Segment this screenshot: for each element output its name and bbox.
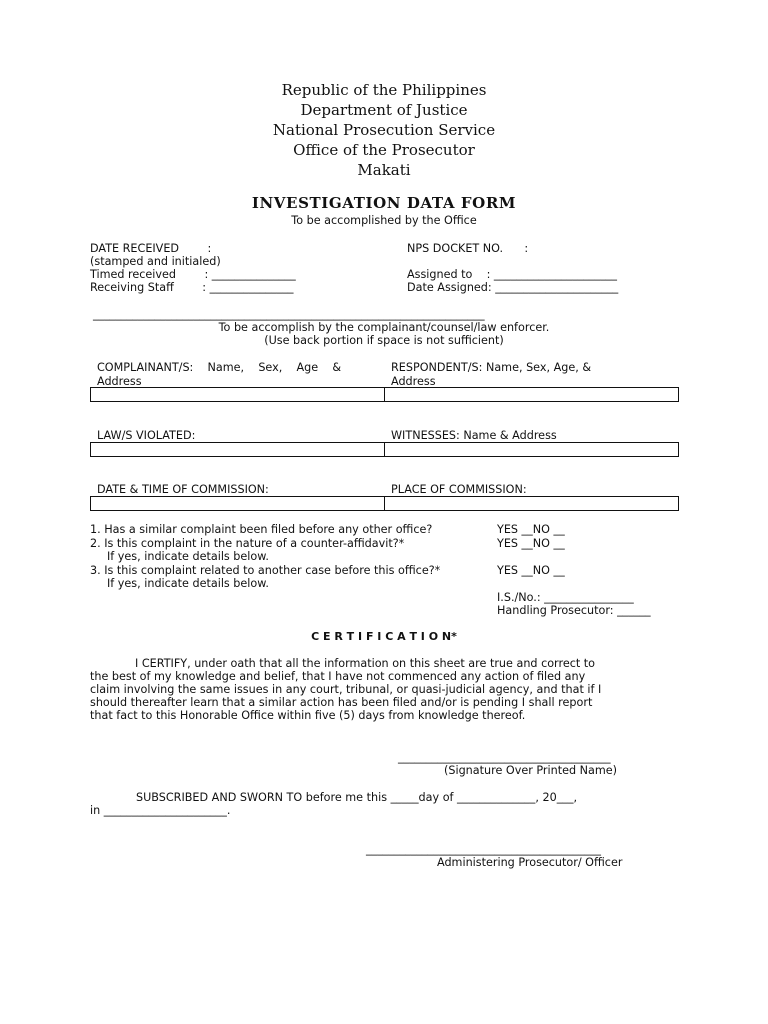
assigned-to-field[interactable]: Assigned to : ______________________ — [407, 268, 617, 281]
administering-signature-line[interactable]: __________________________________________ — [366, 843, 601, 856]
nps-docket-label: NPS DOCKET NO. : — [407, 242, 529, 255]
administering-label: Administering Prosecutor/ Officer — [437, 856, 623, 869]
form-subtitle: To be accomplished by the Office — [291, 214, 477, 227]
respondent-label: RESPONDENT/S: Name, Sex, Age, & — [391, 361, 592, 374]
question-3-note: If yes, indicate details below. — [107, 577, 269, 590]
certification-line: should thereafter learn that a similar action has been filed and/or is pending I shall report — [90, 696, 593, 709]
certification-line: I CERTIFY, under oath that all the information on this sheet are true and correct to — [135, 657, 596, 670]
header-republic: Republic of the Philippines — [281, 81, 487, 99]
header-city: Makati — [357, 161, 411, 179]
certification-line: that fact to this Honorable Office within five (5) days from knowledge thereof. — [90, 709, 526, 722]
laws-violated-input-box[interactable] — [90, 442, 385, 457]
question-2-answer[interactable]: YES __NO __ — [497, 537, 565, 550]
certification-heading: C E R T I F I C A T I O N* — [311, 630, 457, 643]
place-input-box[interactable] — [384, 496, 679, 511]
complainant-instruction: To be accomplish by the complainant/counsel/law enforcer. — [218, 321, 550, 334]
certification-line: the best of my knowledge and belief, that I have not commenced any action of filed any — [90, 670, 586, 683]
place-commission-label: PLACE OF COMMISSION: — [391, 483, 527, 496]
question-2: 2. Is this complaint in the nature of a counter-affidavit?* — [90, 537, 405, 550]
complainant-input-box[interactable] — [90, 387, 385, 402]
question-2-note: If yes, indicate details below. — [107, 550, 269, 563]
handling-prosecutor-field[interactable]: Handling Prosecutor: ______ — [497, 604, 651, 617]
header-department: Department of Justice — [300, 101, 468, 119]
question-3-answer[interactable]: YES __NO __ — [497, 564, 565, 577]
respondent-input-box[interactable] — [384, 387, 679, 402]
laws-violated-label: LAW/S VIOLATED: — [97, 429, 196, 442]
timed-received-field[interactable]: Timed received : _______________ — [90, 268, 296, 281]
question-1-answer[interactable]: YES __NO __ — [497, 523, 565, 536]
respondent-label-address: Address — [391, 375, 436, 388]
date-time-commission-label: DATE & TIME OF COMMISSION: — [97, 483, 269, 496]
is-number-field[interactable]: I.S./No.: ________________ — [497, 591, 634, 604]
back-portion-note: (Use back portion if space is not sufficient) — [264, 334, 504, 347]
certification-paragraph — [90, 657, 670, 722]
complainant-label-address: Address — [97, 375, 142, 388]
receiving-staff-field[interactable]: Receiving Staff : _______________ — [90, 281, 294, 294]
section-divider: ______________________________________________________________________ — [93, 308, 485, 321]
date-assigned-field[interactable]: Date Assigned: ______________________ — [407, 281, 619, 294]
oath-location-line[interactable]: in ______________________. — [90, 804, 231, 817]
question-3: 3. Is this complaint related to another case before this office?* — [90, 564, 441, 577]
signature-label: (Signature Over Printed Name) — [444, 764, 618, 777]
signature-line[interactable]: ______________________________________ — [398, 751, 611, 764]
witnesses-input-box[interactable] — [384, 442, 679, 457]
header-office: Office of the Prosecutor — [293, 141, 475, 159]
question-1: 1. Has a similar complaint been filed before any other office? — [90, 523, 433, 536]
date-received-label: DATE RECEIVED : — [90, 242, 212, 255]
date-time-input-box[interactable] — [90, 496, 385, 511]
witnesses-label: WITNESSES: Name & Address — [391, 429, 557, 442]
certification-line: claim involving the same issues in any court, tribunal, or quasi-judicial agency, and that if I — [90, 683, 602, 696]
complainant-label: COMPLAINANT/S: Name, Sex, Age & — [97, 361, 342, 374]
form-title: INVESTIGATION DATA FORM — [251, 194, 517, 212]
stamped-initialed-note: (stamped and initialed) — [90, 255, 221, 268]
header-prosecution-service: National Prosecution Service — [272, 121, 496, 139]
oath-line[interactable]: SUBSCRIBED AND SWORN TO before me this _____day of ______________, 20___, — [136, 791, 578, 804]
